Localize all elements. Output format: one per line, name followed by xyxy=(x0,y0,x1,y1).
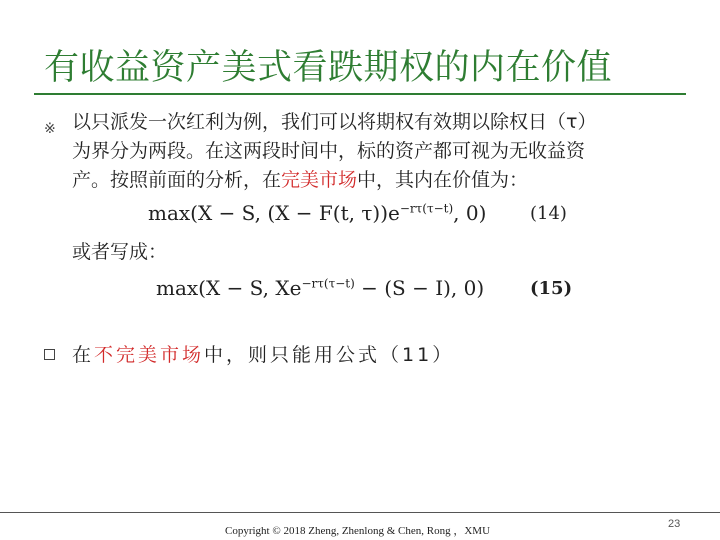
paragraph-line-3-post: 中，其内在价值为： xyxy=(357,169,529,191)
footer-copyright: Copyright © 2018 Zheng, Zhenlong & Chen, Rong ，XMU xyxy=(225,525,491,537)
square-bullet-icon xyxy=(44,349,55,360)
page-number: 23 xyxy=(668,518,681,530)
equation-15-number: (15) xyxy=(530,278,573,299)
bullet-paragraph-2 xyxy=(72,340,454,367)
paragraph-line-3 xyxy=(72,166,682,195)
equation-14 xyxy=(148,201,486,225)
paragraph-line-2: 为界分为两段。在这两段时间中，标的资产都可视为无收益资 xyxy=(72,140,586,162)
bullet-paragraph-1 xyxy=(72,108,682,195)
bullet-2-post: 中，则只能用公式（11） xyxy=(204,344,455,366)
slide-title: 有收益资产美式看跌期权的内在价值 xyxy=(44,48,613,88)
equation-14-exponent: −rτ(τ−t) xyxy=(399,201,454,216)
highlight-imperfect-market: 不完美市场 xyxy=(94,344,205,366)
paragraph-line-3-pre: 产。按照前面的分析，在 xyxy=(72,169,282,191)
highlight-perfect-market: 完美市场 xyxy=(281,169,358,191)
equation-15-exponent: −rτ(τ−t) xyxy=(301,276,355,291)
paragraph-line-1: 以只派发一次红利为例，我们可以将期权有效期以除权日（τ） xyxy=(72,111,597,133)
equation-15 xyxy=(156,276,484,300)
bullet-marker-icon: ※ xyxy=(44,121,56,137)
equation-14-tail: , 0) xyxy=(453,201,487,225)
equation-15-main: max(X − S, Xe xyxy=(156,276,302,300)
equation-14-number: (14) xyxy=(530,203,567,224)
footer-divider xyxy=(0,512,720,513)
equation-15-tail: − (S − I), 0) xyxy=(354,276,485,300)
or-write-as-text: 或者写成： xyxy=(72,241,168,263)
bullet-2-pre: 在 xyxy=(72,344,95,366)
equation-14-main: max(X − S, (X − F(t, τ))e xyxy=(148,201,400,225)
title-underline xyxy=(34,93,686,95)
